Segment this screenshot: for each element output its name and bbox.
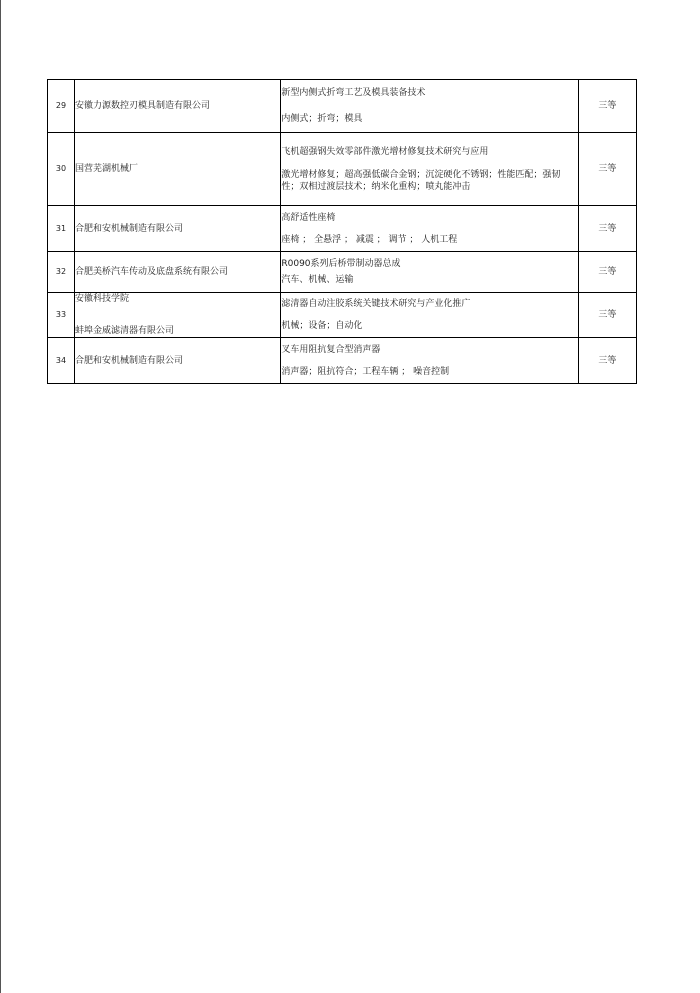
project-keywords: 内侧式；折弯；模具 xyxy=(281,114,363,124)
organization-cell xyxy=(75,338,281,384)
row-number: 29 xyxy=(48,80,75,133)
project-title: 飞机超强钢失效零部件激光增材修复技术研究与应用 xyxy=(281,146,489,157)
award-grade: 三等 xyxy=(578,338,636,384)
project-title: R0090系列后桥带制动器总成 xyxy=(281,259,401,269)
row-number: 32 xyxy=(48,252,75,293)
project-cell xyxy=(281,338,579,384)
row-number: 33 xyxy=(48,293,75,338)
project-title: 叉车用阻抗复合型消声器 xyxy=(281,344,381,355)
organization-name: 安徽科技学院 xyxy=(75,294,130,304)
table-row xyxy=(48,252,637,293)
project-keywords: 座椅 ； 全悬浮 ； 减震 ； 调节 ； 人机工程 xyxy=(281,234,458,245)
organization-name: 国营芜湖机械厂 xyxy=(75,164,139,174)
project-cell xyxy=(281,80,579,133)
organization-name: 合肥美桥汽车传动及底盘系统有限公司 xyxy=(75,267,229,277)
table-row xyxy=(48,206,637,252)
award-grade: 三等 xyxy=(578,206,636,252)
table-row xyxy=(48,80,637,133)
project-cell xyxy=(281,252,579,293)
organization-cell xyxy=(75,206,281,252)
project-cell xyxy=(281,133,579,206)
page-left-border xyxy=(0,0,1,993)
awards-table xyxy=(47,79,637,384)
award-grade: 三等 xyxy=(578,133,636,206)
project-title: 滤清器自动注胶系统关键技术研究与产业化推广 xyxy=(281,299,471,309)
organization-name: 合肥和安机械制造有限公司 xyxy=(75,355,184,366)
project-cell xyxy=(281,206,579,252)
row-number: 31 xyxy=(48,206,75,252)
project-title: 高舒适性座椅 xyxy=(281,212,336,223)
row-number: 34 xyxy=(48,338,75,384)
project-title: 新型内侧式折弯工艺及模具装备技术 xyxy=(281,88,426,98)
organization-name: 安徽力源数控刃模具制造有限公司 xyxy=(75,101,211,111)
organization-name: 蚌埠金威滤清器有限公司 xyxy=(75,326,175,336)
table-row xyxy=(48,293,637,338)
table-row xyxy=(48,133,637,206)
table-row xyxy=(48,338,637,384)
organization-cell xyxy=(75,252,281,293)
organization-name: 合肥和安机械制造有限公司 xyxy=(75,223,184,234)
row-number: 30 xyxy=(48,133,75,206)
award-grade: 三等 xyxy=(578,80,636,133)
organization-cell xyxy=(75,293,281,338)
award-grade: 三等 xyxy=(578,252,636,293)
project-keywords: 消声器；阻抗符合；工程车辆 ； 噪音控制 xyxy=(281,366,450,377)
organization-cell xyxy=(75,80,281,133)
project-keywords: 汽车、机械、运输 xyxy=(281,275,354,285)
project-keywords: 机械；设备；自动化 xyxy=(281,321,363,331)
project-keywords: 激光增材修复；超高强低碳合金钢；沉淀硬化不锈钢；性能匹配；强韧性；双相过渡层技术；纳米化重构；喷丸能冲击 xyxy=(281,169,561,192)
award-grade: 三等 xyxy=(578,293,636,338)
organization-cell xyxy=(75,133,281,206)
project-cell xyxy=(281,293,579,338)
